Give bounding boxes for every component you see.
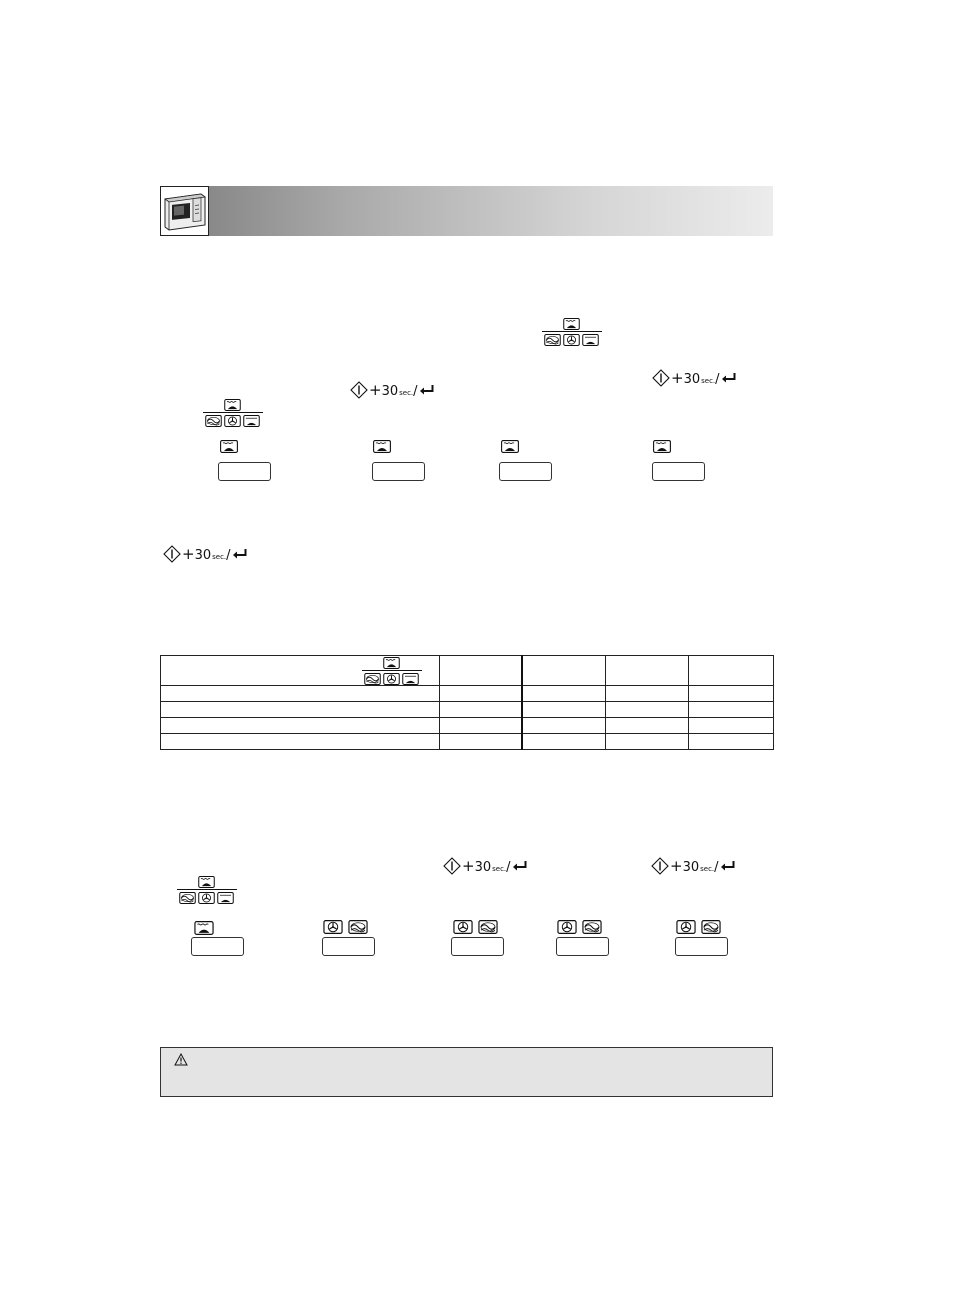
grill-icon: [194, 921, 214, 935]
grill-icon: [220, 440, 238, 453]
table-cell: [606, 734, 689, 750]
table-cell: [522, 686, 606, 702]
fan-icon: [453, 920, 473, 934]
microwave-icon: [701, 920, 721, 934]
section-header-band: [160, 186, 773, 236]
microwave-oven-icon: [160, 186, 209, 236]
start-plus30sec-icon: +30sec./: [651, 857, 736, 875]
combination-key-icon: [362, 657, 422, 687]
table-cell: [606, 718, 689, 734]
table-header-cell: [439, 656, 522, 686]
grill-icon: [653, 440, 671, 453]
table-row: [161, 702, 774, 718]
display-panel: [322, 937, 375, 956]
table-cell: [606, 702, 689, 718]
table-cell: [439, 702, 522, 718]
combination-key-icon: [177, 876, 237, 906]
table-cell: [606, 686, 689, 702]
microwave-icon: [582, 920, 602, 934]
start-plus30sec-icon: +30sec./: [163, 545, 248, 563]
display-panel: [499, 462, 552, 481]
display-panel: [218, 462, 271, 481]
display-panel: [675, 937, 728, 956]
table-cell: [439, 718, 522, 734]
table-cell: [689, 686, 774, 702]
display-panel: [191, 937, 244, 956]
combination-key-icon: [203, 399, 263, 429]
display-panel: [451, 937, 504, 956]
table-cell: [689, 734, 774, 750]
table-header-row: [161, 656, 774, 686]
table-cell: [161, 718, 440, 734]
display-panel: [652, 462, 705, 481]
table-header-cell: [689, 656, 774, 686]
combination-key-icon: [542, 318, 602, 348]
grill-icon: [373, 440, 391, 453]
table-cell: [522, 702, 606, 718]
table-cell: [522, 734, 606, 750]
fan-icon: [323, 920, 343, 934]
fan-icon: [557, 920, 577, 934]
start-plus30sec-icon: +30sec./: [443, 857, 528, 875]
table-row: [161, 734, 774, 750]
table-row: [161, 718, 774, 734]
table-cell: [439, 686, 522, 702]
grill-icon: [501, 440, 519, 453]
start-plus30sec-icon: +30sec./: [652, 369, 737, 387]
table-cell: [161, 734, 440, 750]
microwave-icon: [478, 920, 498, 934]
combination-table: [160, 655, 774, 750]
table-cell: [161, 686, 440, 702]
table-cell: [689, 702, 774, 718]
display-panel: [372, 462, 425, 481]
table-cell: [161, 702, 440, 718]
table-cell: [689, 718, 774, 734]
table-row: [161, 686, 774, 702]
table-header-cell: [522, 656, 606, 686]
caution-box: [160, 1047, 773, 1097]
microwave-icon: [348, 920, 368, 934]
table-cell: [439, 734, 522, 750]
table-header-cell: [161, 656, 440, 686]
display-panel: [556, 937, 609, 956]
fan-icon: [676, 920, 696, 934]
start-plus30sec-icon: +30sec./: [350, 381, 435, 399]
warning-icon: [174, 1053, 188, 1066]
table-cell: [522, 718, 606, 734]
table-header-cell: [606, 656, 689, 686]
